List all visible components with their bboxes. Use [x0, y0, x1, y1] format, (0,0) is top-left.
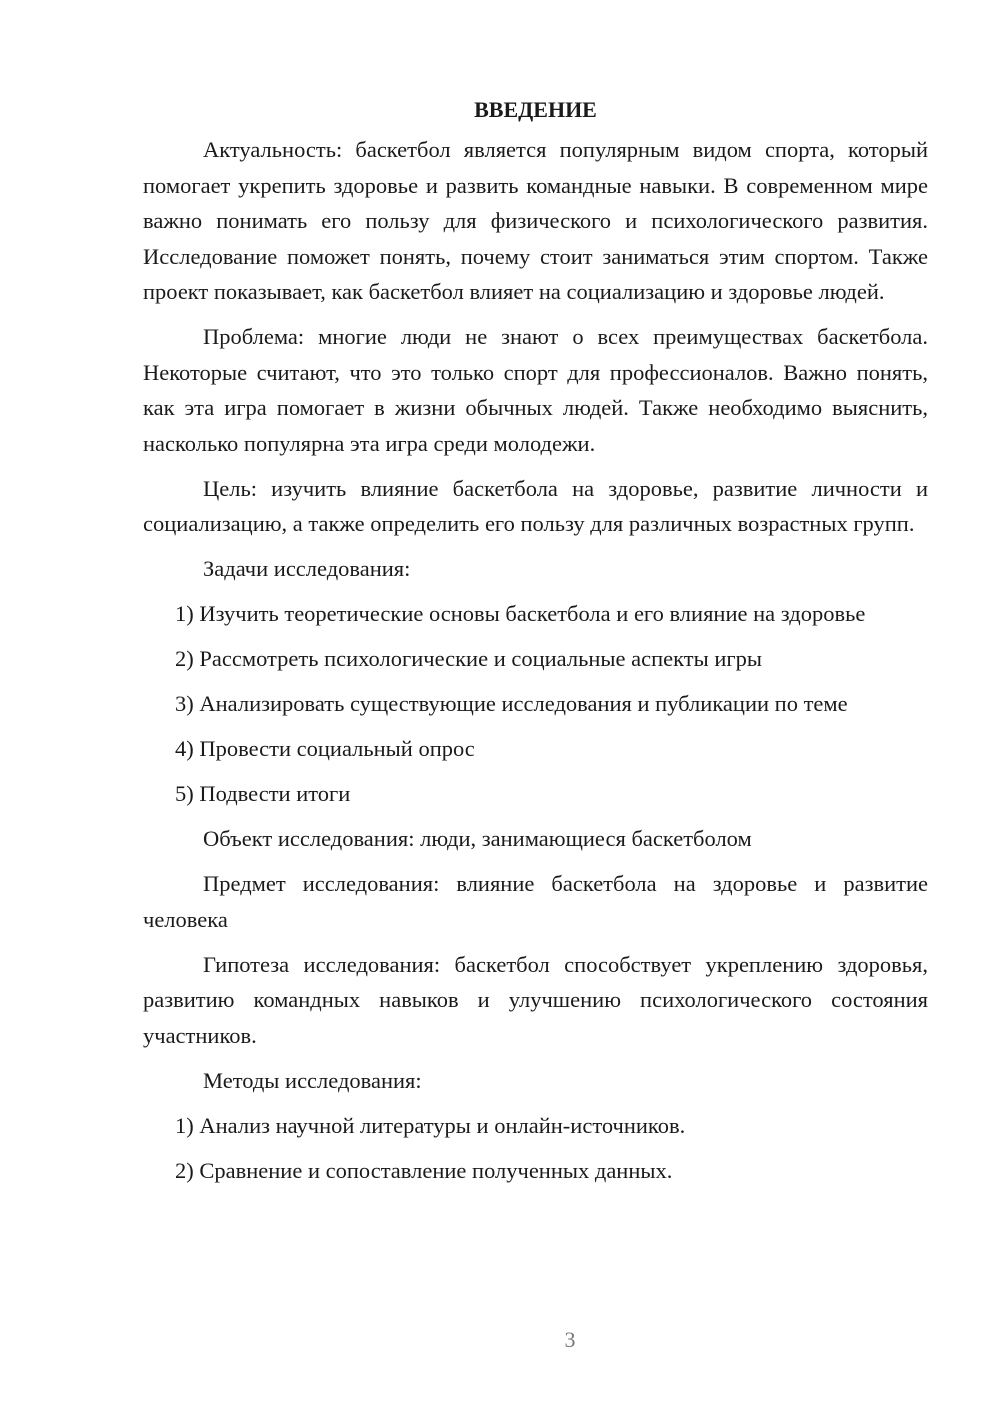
method-item: 1) Анализ научной литературы и онлайн-источников. — [175, 1112, 686, 1138]
task-item: 2) Рассмотреть психологические и социальные аспекты игры — [175, 646, 762, 671]
problem-paragraph: Проблема: многие люди не знают о всех преимуществах баскетбола. Некоторые считают, что это только спорт для профессионалов. Важно понять, как эта игра помогает в жизни обычных людей. Также необходимо выяснить, насколько популярна эта игра среди молодежи. — [143, 324, 928, 456]
goal-paragraph: Цель: изучить влияние баскетбола на здоровье, развитие личности и социализацию, а также определить его пользу для различных возрастных групп. — [143, 475, 928, 536]
object-paragraph: Объект исследования: люди, занимающиеся баскетболом — [203, 826, 752, 851]
section-title: ВВЕДЕНИЕ — [474, 97, 597, 122]
methods-heading: Методы исследования: — [203, 1067, 422, 1093]
task-item: 4) Провести социальный опрос — [175, 736, 475, 761]
task-item: 5) Подвести итоги — [175, 781, 351, 806]
relevance-paragraph: Актуальность: баскетбол является популярным видом спорта, который помогает укрепить здоровье и развить командные навыки. В современном мире важно понимать его пользу для физического и психологического развития. Исследование поможет понять, почему стоит заниматься этим спортом. Также проект показывает, как баскетбол влияет на социализацию и здоровье людей. — [143, 137, 928, 304]
task-item: 1) Изучить теоретические основы баскетбола и его влияние на здоровье — [175, 601, 866, 626]
subject-paragraph: Предмет исследования: влияние баскетбола на здоровье и развитие человека — [143, 871, 928, 932]
page-number: 3 — [564, 1327, 576, 1352]
document-page — [143, 92, 928, 1198]
tasks-heading: Задачи исследования: — [203, 556, 411, 581]
hypothesis-paragraph: Гипотеза исследования: баскетбол способствует укреплению здоровья, развитию командных навыков и улучшению психологического состояния участников. — [143, 951, 928, 1048]
task-item: 3) Анализировать существующие исследования и публикации по теме — [175, 691, 848, 716]
method-item: 2) Сравнение и сопоставление полученных данных. — [175, 1157, 673, 1183]
